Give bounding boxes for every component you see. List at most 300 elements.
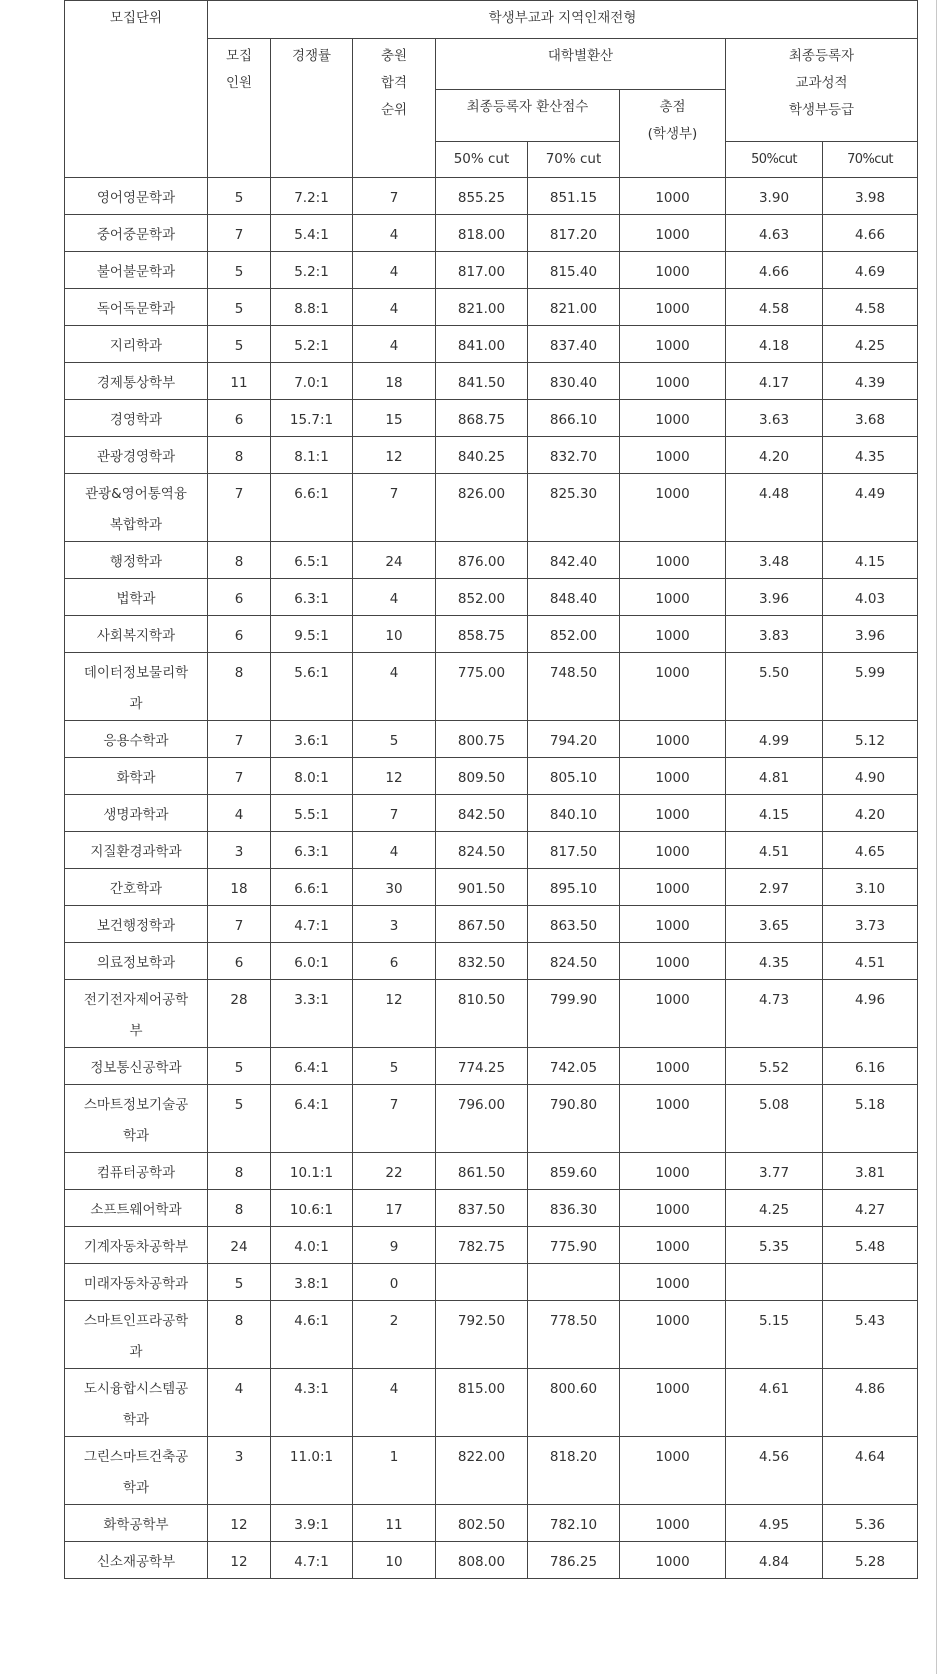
score-cut50-cell: 775.00	[436, 653, 528, 721]
grade-cut70-cell: 4.15	[823, 542, 918, 579]
quota-cell: 8	[208, 542, 271, 579]
dept-cell: 컴퓨터공학과	[65, 1153, 208, 1190]
table-row	[65, 1505, 918, 1542]
reserve-rank-cell: 4	[353, 579, 436, 616]
grade-cut70-cell: 4.90	[823, 758, 918, 795]
table-row	[65, 1048, 918, 1085]
grade-cut50-cell: 4.20	[726, 437, 823, 474]
competition-cell: 15.7:1	[271, 400, 353, 437]
score-cut70-cell: 837.40	[528, 326, 620, 363]
reserve-rank-cell: 4	[353, 326, 436, 363]
quota-cell: 28	[208, 980, 271, 1048]
score-cut70-cell: 818.20	[528, 1437, 620, 1505]
grade-cut50-cell: 4.81	[726, 758, 823, 795]
table-body	[65, 178, 918, 1579]
quota-cell: 7	[208, 758, 271, 795]
score-cut70-cell: 863.50	[528, 906, 620, 943]
grade-cut70-cell	[823, 1264, 918, 1301]
competition-cell: 4.7:1	[271, 1542, 353, 1579]
score-cut70-cell: 866.10	[528, 400, 620, 437]
score-cut70-cell: 799.90	[528, 980, 620, 1048]
total-score-cell: 1000	[620, 1542, 726, 1579]
total-score-cell: 1000	[620, 1153, 726, 1190]
table-row	[65, 1264, 918, 1301]
score-cut70-cell: 815.40	[528, 252, 620, 289]
dept-cell: 정보통신공학과	[65, 1048, 208, 1085]
dept-cell: 데이터정보물리학 과	[65, 653, 208, 721]
competition-cell: 5.2:1	[271, 326, 353, 363]
dept-cell: 사회복지학과	[65, 616, 208, 653]
score-cut50-cell: 837.50	[436, 1190, 528, 1227]
quota-cell: 5	[208, 178, 271, 215]
total-score-cell: 1000	[620, 363, 726, 400]
table-row	[65, 616, 918, 653]
score-cut50-cell: 796.00	[436, 1085, 528, 1153]
score-cut50-cell: 822.00	[436, 1437, 528, 1505]
grade-cut70-cell: 6.16	[823, 1048, 918, 1085]
grade-cut50-cell: 5.35	[726, 1227, 823, 1264]
dept-cell: 전기전자제어공학 부	[65, 980, 208, 1048]
header-grade-cut70: 70%cut	[823, 142, 918, 178]
dept-cell: 지리학과	[65, 326, 208, 363]
score-cut50-cell: 858.75	[436, 616, 528, 653]
total-score-cell: 1000	[620, 1301, 726, 1369]
competition-cell: 5.4:1	[271, 215, 353, 252]
score-cut50-cell: 821.00	[436, 289, 528, 326]
table-row	[65, 1437, 918, 1505]
score-cut50-cell: 841.00	[436, 326, 528, 363]
header-univ-converted: 대학별환산	[436, 39, 726, 90]
competition-cell: 10.6:1	[271, 1190, 353, 1227]
reserve-rank-cell: 10	[353, 616, 436, 653]
score-cut50-cell: 817.00	[436, 252, 528, 289]
score-cut70-cell: 851.15	[528, 178, 620, 215]
grade-cut50-cell: 3.48	[726, 542, 823, 579]
grade-cut50-cell: 4.63	[726, 215, 823, 252]
competition-cell: 8.1:1	[271, 437, 353, 474]
header-admission-type: 학생부교과 지역인재전형	[208, 1, 918, 39]
dept-cell: 소프트웨어학과	[65, 1190, 208, 1227]
score-cut70-cell: 842.40	[528, 542, 620, 579]
reserve-rank-cell: 30	[353, 869, 436, 906]
reserve-rank-cell: 4	[353, 252, 436, 289]
grade-cut70-cell: 3.98	[823, 178, 918, 215]
dept-cell: 관광경영학과	[65, 437, 208, 474]
dept-cell: 지질환경과학과	[65, 832, 208, 869]
quota-cell: 8	[208, 437, 271, 474]
quota-cell: 5	[208, 326, 271, 363]
grade-cut70-cell: 4.49	[823, 474, 918, 542]
grade-cut70-cell: 4.69	[823, 252, 918, 289]
score-cut70-cell: 800.60	[528, 1369, 620, 1437]
score-cut50-cell: 792.50	[436, 1301, 528, 1369]
dept-cell: 스마트정보기술공 학과	[65, 1085, 208, 1153]
grade-cut50-cell: 4.95	[726, 1505, 823, 1542]
total-score-cell: 1000	[620, 542, 726, 579]
total-score-cell: 1000	[620, 869, 726, 906]
score-cut50-cell: 861.50	[436, 1153, 528, 1190]
score-cut70-cell: 775.90	[528, 1227, 620, 1264]
total-score-cell: 1000	[620, 1085, 726, 1153]
competition-cell: 7.0:1	[271, 363, 353, 400]
grade-cut70-cell: 4.66	[823, 215, 918, 252]
grade-cut50-cell: 2.97	[726, 869, 823, 906]
table-row	[65, 437, 918, 474]
quota-cell: 8	[208, 653, 271, 721]
reserve-rank-cell: 11	[353, 1505, 436, 1542]
total-score-cell: 1000	[620, 1227, 726, 1264]
dept-cell: 법학과	[65, 579, 208, 616]
score-cut50-cell: 876.00	[436, 542, 528, 579]
competition-cell: 7.2:1	[271, 178, 353, 215]
reserve-rank-cell: 0	[353, 1264, 436, 1301]
table-row	[65, 252, 918, 289]
dept-cell: 경영학과	[65, 400, 208, 437]
score-cut50-cell: 840.25	[436, 437, 528, 474]
dept-cell: 생명과학과	[65, 795, 208, 832]
grade-cut70-cell: 5.36	[823, 1505, 918, 1542]
competition-cell: 3.9:1	[271, 1505, 353, 1542]
table-row	[65, 1190, 918, 1227]
quota-cell: 8	[208, 1153, 271, 1190]
reserve-rank-cell: 5	[353, 721, 436, 758]
grade-cut70-cell: 3.73	[823, 906, 918, 943]
grade-cut70-cell: 4.86	[823, 1369, 918, 1437]
grade-cut70-cell: 3.81	[823, 1153, 918, 1190]
grade-cut50-cell: 4.35	[726, 943, 823, 980]
grade-cut50-cell: 4.99	[726, 721, 823, 758]
grade-cut70-cell: 5.99	[823, 653, 918, 721]
competition-cell: 4.0:1	[271, 1227, 353, 1264]
score-cut50-cell: 855.25	[436, 178, 528, 215]
score-cut50-cell: 824.50	[436, 832, 528, 869]
grade-cut70-cell: 4.35	[823, 437, 918, 474]
grade-cut70-cell: 4.51	[823, 943, 918, 980]
score-cut70-cell: 805.10	[528, 758, 620, 795]
table-row	[65, 906, 918, 943]
table-row	[65, 400, 918, 437]
reserve-rank-cell: 24	[353, 542, 436, 579]
header-reserve-rank: 충원 합격 순위	[353, 39, 436, 178]
table-row	[65, 1301, 918, 1369]
grade-cut70-cell: 4.25	[823, 326, 918, 363]
grade-cut70-cell: 5.18	[823, 1085, 918, 1153]
score-cut70-cell: 830.40	[528, 363, 620, 400]
score-cut70-cell: 836.30	[528, 1190, 620, 1227]
grade-cut50-cell: 4.84	[726, 1542, 823, 1579]
score-cut50-cell: 809.50	[436, 758, 528, 795]
total-score-cell: 1000	[620, 1048, 726, 1085]
reserve-rank-cell: 6	[353, 943, 436, 980]
grade-cut50-cell: 4.17	[726, 363, 823, 400]
dept-cell: 보건행정학과	[65, 906, 208, 943]
grade-cut50-cell: 3.63	[726, 400, 823, 437]
admission-results-table	[64, 0, 918, 1579]
total-score-cell: 1000	[620, 1190, 726, 1227]
reserve-rank-cell: 12	[353, 980, 436, 1048]
score-cut50-cell: 868.75	[436, 400, 528, 437]
grade-cut50-cell: 4.15	[726, 795, 823, 832]
table-row	[65, 1369, 918, 1437]
table-row	[65, 758, 918, 795]
score-cut50-cell: 826.00	[436, 474, 528, 542]
competition-cell: 5.5:1	[271, 795, 353, 832]
quota-cell: 6	[208, 943, 271, 980]
total-score-cell: 1000	[620, 616, 726, 653]
table-row	[65, 1227, 918, 1264]
reserve-rank-cell: 17	[353, 1190, 436, 1227]
dept-cell: 독어독문학과	[65, 289, 208, 326]
score-cut50-cell: 841.50	[436, 363, 528, 400]
header-grade-cut50: 50%cut	[726, 142, 823, 178]
grade-cut50-cell: 4.66	[726, 252, 823, 289]
dept-cell: 경제통상학부	[65, 363, 208, 400]
competition-cell: 3.6:1	[271, 721, 353, 758]
competition-cell: 5.2:1	[271, 252, 353, 289]
quota-cell: 11	[208, 363, 271, 400]
reserve-rank-cell: 12	[353, 758, 436, 795]
reserve-rank-cell: 22	[353, 1153, 436, 1190]
score-cut50-cell: 802.50	[436, 1505, 528, 1542]
dept-cell: 불어불문학과	[65, 252, 208, 289]
reserve-rank-cell: 4	[353, 289, 436, 326]
total-score-cell: 1000	[620, 758, 726, 795]
grade-cut50-cell: 5.15	[726, 1301, 823, 1369]
grade-cut50-cell: 4.25	[726, 1190, 823, 1227]
table-row	[65, 653, 918, 721]
grade-cut50-cell: 4.58	[726, 289, 823, 326]
score-cut70-cell: 895.10	[528, 869, 620, 906]
table-row	[65, 869, 918, 906]
dept-cell: 미래자동차공학과	[65, 1264, 208, 1301]
competition-cell: 4.7:1	[271, 906, 353, 943]
total-score-cell: 1000	[620, 1264, 726, 1301]
grade-cut70-cell: 5.43	[823, 1301, 918, 1369]
score-cut70-cell: 817.20	[528, 215, 620, 252]
competition-cell: 11.0:1	[271, 1437, 353, 1505]
header-unit: 모집단위	[65, 1, 208, 178]
competition-cell: 3.8:1	[271, 1264, 353, 1301]
table-row	[65, 832, 918, 869]
grade-cut50-cell: 5.08	[726, 1085, 823, 1153]
quota-cell: 4	[208, 795, 271, 832]
quota-cell: 18	[208, 869, 271, 906]
competition-cell: 9.5:1	[271, 616, 353, 653]
grade-cut70-cell: 3.10	[823, 869, 918, 906]
grade-cut50-cell: 3.65	[726, 906, 823, 943]
total-score-cell: 1000	[620, 1369, 726, 1437]
total-score-cell: 1000	[620, 400, 726, 437]
dept-cell: 관광&영어통역융 복합학과	[65, 474, 208, 542]
reserve-rank-cell: 15	[353, 400, 436, 437]
quota-cell: 5	[208, 289, 271, 326]
score-cut50-cell: 800.75	[436, 721, 528, 758]
grade-cut50-cell: 4.51	[726, 832, 823, 869]
total-score-cell: 1000	[620, 579, 726, 616]
score-cut70-cell: 821.00	[528, 289, 620, 326]
dept-cell: 중어중문학과	[65, 215, 208, 252]
reserve-rank-cell: 12	[353, 437, 436, 474]
total-score-cell: 1000	[620, 1505, 726, 1542]
total-score-cell: 1000	[620, 795, 726, 832]
reserve-rank-cell: 18	[353, 363, 436, 400]
grade-cut70-cell: 4.39	[823, 363, 918, 400]
score-cut50-cell: 867.50	[436, 906, 528, 943]
score-cut50-cell: 842.50	[436, 795, 528, 832]
quota-cell: 3	[208, 832, 271, 869]
header-quota: 모집 인원	[208, 39, 271, 178]
quota-cell: 5	[208, 1048, 271, 1085]
dept-cell: 기계자동차공학부	[65, 1227, 208, 1264]
quota-cell: 8	[208, 1301, 271, 1369]
reserve-rank-cell: 4	[353, 215, 436, 252]
dept-cell: 화학과	[65, 758, 208, 795]
score-cut70-cell: 794.20	[528, 721, 620, 758]
grade-cut50-cell: 4.61	[726, 1369, 823, 1437]
grade-cut70-cell: 4.65	[823, 832, 918, 869]
competition-cell: 4.3:1	[271, 1369, 353, 1437]
reserve-rank-cell: 3	[353, 906, 436, 943]
header-score-cut50: 50% cut	[436, 142, 528, 178]
grade-cut50-cell: 4.48	[726, 474, 823, 542]
quota-cell: 6	[208, 579, 271, 616]
table-row	[65, 326, 918, 363]
grade-cut70-cell: 5.12	[823, 721, 918, 758]
score-cut70-cell: 832.70	[528, 437, 620, 474]
dept-cell: 화학공학부	[65, 1505, 208, 1542]
grade-cut50-cell: 5.50	[726, 653, 823, 721]
grade-cut50-cell: 3.96	[726, 579, 823, 616]
grade-cut70-cell: 4.96	[823, 980, 918, 1048]
header-competition: 경쟁률	[271, 39, 353, 178]
reserve-rank-cell: 7	[353, 474, 436, 542]
competition-cell: 6.5:1	[271, 542, 353, 579]
total-score-cell: 1000	[620, 832, 726, 869]
grade-cut70-cell: 4.03	[823, 579, 918, 616]
score-cut70-cell: 748.50	[528, 653, 620, 721]
dept-cell: 도시융합시스템공 학과	[65, 1369, 208, 1437]
table-row	[65, 363, 918, 400]
dept-cell: 의료정보학과	[65, 943, 208, 980]
score-cut70-cell: 742.05	[528, 1048, 620, 1085]
table-row	[65, 474, 918, 542]
score-cut70-cell: 825.30	[528, 474, 620, 542]
score-cut50-cell: 815.00	[436, 1369, 528, 1437]
dept-cell: 간호학과	[65, 869, 208, 906]
competition-cell: 5.6:1	[271, 653, 353, 721]
reserve-rank-cell: 9	[353, 1227, 436, 1264]
total-score-cell: 1000	[620, 437, 726, 474]
total-score-cell: 1000	[620, 178, 726, 215]
dept-cell: 그린스마트건축공 학과	[65, 1437, 208, 1505]
grade-cut50-cell: 3.77	[726, 1153, 823, 1190]
table-row	[65, 943, 918, 980]
table-row	[65, 542, 918, 579]
quota-cell: 24	[208, 1227, 271, 1264]
table-row	[65, 1542, 918, 1579]
quota-cell: 5	[208, 1085, 271, 1153]
competition-cell: 8.8:1	[271, 289, 353, 326]
header-final-converted-score: 최종등록자 환산점수	[436, 90, 620, 142]
grade-cut50-cell: 4.56	[726, 1437, 823, 1505]
quota-cell: 4	[208, 1369, 271, 1437]
reserve-rank-cell: 1	[353, 1437, 436, 1505]
table-row	[65, 795, 918, 832]
score-cut50-cell: 832.50	[436, 943, 528, 980]
competition-cell: 10.1:1	[271, 1153, 353, 1190]
competition-cell: 3.3:1	[271, 980, 353, 1048]
total-score-cell: 1000	[620, 215, 726, 252]
score-cut50-cell: 901.50	[436, 869, 528, 906]
grade-cut70-cell: 3.96	[823, 616, 918, 653]
grade-cut70-cell: 3.68	[823, 400, 918, 437]
score-cut50-cell: 782.75	[436, 1227, 528, 1264]
score-cut70-cell: 859.60	[528, 1153, 620, 1190]
score-cut50-cell: 774.25	[436, 1048, 528, 1085]
score-cut70-cell: 824.50	[528, 943, 620, 980]
competition-cell: 6.6:1	[271, 474, 353, 542]
quota-cell: 7	[208, 906, 271, 943]
score-cut70-cell: 852.00	[528, 616, 620, 653]
dept-cell: 응용수학과	[65, 721, 208, 758]
score-cut70-cell	[528, 1264, 620, 1301]
reserve-rank-cell: 7	[353, 1085, 436, 1153]
reserve-rank-cell: 10	[353, 1542, 436, 1579]
grade-cut70-cell: 5.28	[823, 1542, 918, 1579]
table-row	[65, 178, 918, 215]
score-cut70-cell: 790.80	[528, 1085, 620, 1153]
grade-cut50-cell: 4.18	[726, 326, 823, 363]
reserve-rank-cell: 4	[353, 653, 436, 721]
table-row	[65, 215, 918, 252]
grade-cut70-cell: 4.64	[823, 1437, 918, 1505]
grade-cut70-cell: 4.20	[823, 795, 918, 832]
competition-cell: 6.4:1	[271, 1085, 353, 1153]
total-score-cell: 1000	[620, 980, 726, 1048]
score-cut70-cell: 817.50	[528, 832, 620, 869]
score-cut70-cell: 840.10	[528, 795, 620, 832]
table-header	[65, 1, 918, 178]
quota-cell: 12	[208, 1542, 271, 1579]
competition-cell: 6.6:1	[271, 869, 353, 906]
quota-cell: 5	[208, 252, 271, 289]
reserve-rank-cell: 4	[353, 832, 436, 869]
table-row	[65, 1153, 918, 1190]
total-score-cell: 1000	[620, 721, 726, 758]
quota-cell: 5	[208, 1264, 271, 1301]
competition-cell: 6.3:1	[271, 832, 353, 869]
quota-cell: 8	[208, 1190, 271, 1227]
page-right-border	[936, 0, 937, 1674]
grade-cut70-cell: 4.58	[823, 289, 918, 326]
total-score-cell: 1000	[620, 252, 726, 289]
competition-cell: 6.0:1	[271, 943, 353, 980]
dept-cell: 스마트인프라공학 과	[65, 1301, 208, 1369]
dept-cell: 신소재공학부	[65, 1542, 208, 1579]
dept-cell: 행정학과	[65, 542, 208, 579]
total-score-cell: 1000	[620, 906, 726, 943]
reserve-rank-cell: 7	[353, 178, 436, 215]
total-score-cell: 1000	[620, 943, 726, 980]
total-score-cell: 1000	[620, 289, 726, 326]
competition-cell: 6.3:1	[271, 579, 353, 616]
table-row	[65, 579, 918, 616]
score-cut70-cell: 848.40	[528, 579, 620, 616]
quota-cell: 7	[208, 215, 271, 252]
quota-cell: 6	[208, 616, 271, 653]
table-row	[65, 289, 918, 326]
score-cut70-cell: 782.10	[528, 1505, 620, 1542]
